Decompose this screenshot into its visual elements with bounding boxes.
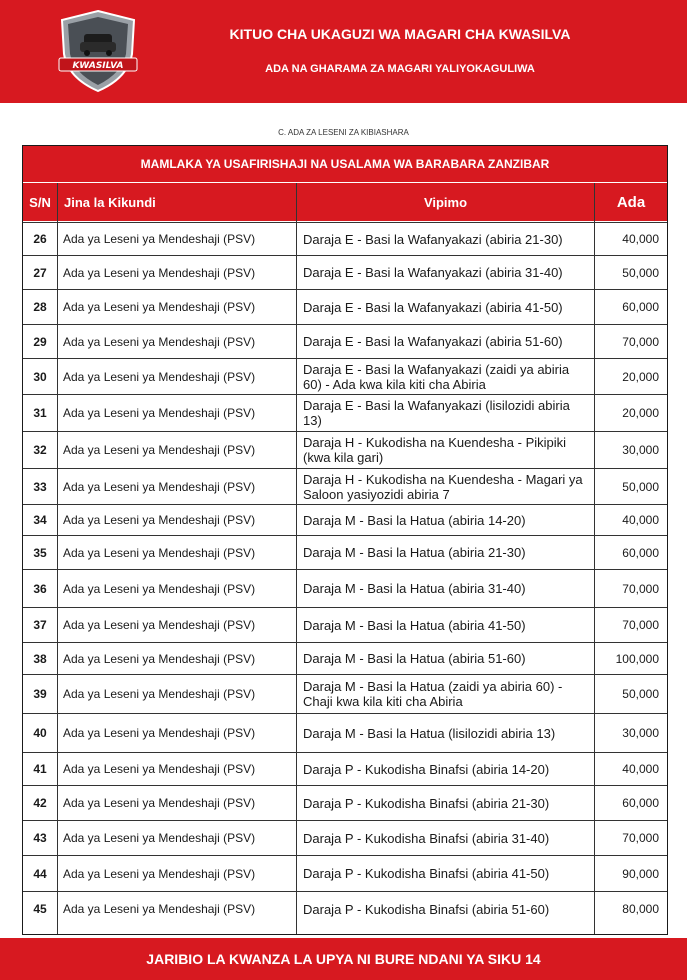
row-ada: 60,000 (622, 796, 659, 810)
row-vipimo: Daraja M - Basi la Hatua (abiria 41-50) (303, 617, 526, 633)
row-sn: 39 (33, 687, 47, 701)
row-name: Ada ya Leseni ya Mendeshaji (PSV) (63, 300, 256, 314)
row-sn: 45 (33, 902, 47, 916)
row-sn: 30 (33, 369, 47, 384)
column-header-name: Jina la Kikundi (58, 183, 296, 221)
row-ada: 50,000 (622, 265, 659, 280)
table-row (23, 324, 667, 358)
row-name: Ada ya Leseni ya Mendeshaji (PSV) (63, 651, 256, 666)
row-sn: 31 (33, 406, 47, 420)
row-name: Ada ya Leseni ya Mendeshaji (PSV) (63, 762, 256, 776)
table-row (23, 713, 667, 752)
row-vipimo: Daraja E - Basi la Wafanyakazi (abiria 51-60) (303, 334, 563, 349)
row-name: Ada ya Leseni ya Mendeshaji (PSV) (63, 687, 256, 701)
row-ada: 30,000 (622, 443, 659, 457)
row-sn: 35 (33, 545, 47, 560)
table-row (23, 674, 667, 713)
row-ada: 40,000 (622, 762, 659, 776)
row-vipimo: Daraja E - Basi la Wafanyakazi (lisilozidi abiria 13) (303, 398, 570, 428)
row-ada: 40,000 (622, 513, 659, 527)
row-ada: 70,000 (622, 581, 659, 596)
table-row (23, 289, 667, 324)
row-ada: 100,000 (615, 651, 659, 666)
table-row (23, 569, 667, 607)
row-name: Ada ya Leseni ya Mendeshaji (PSV) (63, 513, 256, 527)
svg-text:KWASILVA: KWASILVA (72, 61, 124, 71)
row-name: Ada ya Leseni ya Mendeshaji (PSV) (63, 545, 256, 560)
row-name: Ada ya Leseni ya Mendeshaji (PSV) (63, 369, 256, 384)
row-ada: 40,000 (622, 232, 659, 246)
row-vipimo: Daraja E - Basi la Wafanyakazi (abiria 21-30) (303, 231, 563, 247)
row-sn: 38 (33, 651, 47, 666)
row-ada: 50,000 (622, 479, 659, 494)
row-sn: 40 (33, 726, 47, 740)
column-header-sn: S/N (23, 183, 57, 221)
row-sn: 32 (33, 443, 47, 457)
row-ada: 70,000 (622, 334, 659, 349)
row-ada: 60,000 (622, 545, 659, 560)
row-name: Ada ya Leseni ya Mendeshaji (PSV) (63, 265, 256, 280)
table-row (23, 431, 667, 468)
table-row (23, 222, 667, 255)
row-sn: 36 (33, 581, 47, 596)
row-ada: 30,000 (622, 726, 659, 740)
row-vipimo: Daraja P - Kukodisha Binafsi (abiria 41-50) (303, 866, 550, 881)
row-vipimo: Daraja P - Kukodisha Binafsi (abiria 31-40) (303, 830, 550, 846)
row-name: Ada ya Leseni ya Mendeshaji (PSV) (63, 443, 256, 457)
row-vipimo: Daraja P - Kukodisha Binafsi (abiria 21-30) (303, 795, 550, 811)
row-name: Ada ya Leseni ya Mendeshaji (PSV) (63, 479, 256, 494)
row-sn: 37 (33, 618, 47, 632)
row-ada: 90,000 (622, 866, 659, 881)
kwasilva-logo (56, 8, 140, 94)
table-row (23, 855, 667, 891)
table-row (23, 358, 667, 394)
column-header-ada: Ada (595, 183, 667, 221)
row-ada: 20,000 (622, 369, 659, 384)
row-name: Ada ya Leseni ya Mendeshaji (PSV) (63, 902, 256, 916)
table-row (23, 820, 667, 855)
row-sn: 44 (33, 866, 47, 881)
column-header-vipimo: Vipimo (297, 183, 594, 221)
table-row (23, 891, 667, 926)
row-vipimo: Daraja M - Basi la Hatua (abiria 14-20) (303, 512, 526, 528)
row-vipimo: Daraja E - Basi la Wafanyakazi (abiria 41-50) (303, 299, 563, 315)
row-vipimo: Daraja M - Basi la Hatua (zaidi ya abiria 60) - Chaji kwa kila kiti cha Abiria (303, 679, 563, 709)
row-sn: 42 (33, 796, 47, 810)
row-sn: 34 (33, 513, 47, 527)
table-row (23, 468, 667, 504)
fees-table (22, 145, 668, 935)
row-name: Ada ya Leseni ya Mendeshaji (PSV) (63, 581, 256, 596)
table-row (23, 607, 667, 642)
table-row (23, 394, 667, 431)
row-vipimo: Daraja P - Kukodisha Binafsi (abiria 14-20) (303, 761, 550, 777)
row-name: Ada ya Leseni ya Mendeshaji (PSV) (63, 618, 256, 632)
row-sn: 26 (33, 232, 47, 246)
row-ada: 80,000 (622, 902, 659, 916)
table-row (23, 255, 667, 289)
page-header (0, 0, 687, 103)
row-ada: 50,000 (622, 687, 659, 701)
row-ada: 70,000 (622, 618, 659, 632)
row-vipimo: Daraja H - Kukodisha na Kuendesha - Magari ya Saloon yasiyozidi abiria 7 (303, 471, 583, 502)
row-vipimo: Daraja E - Basi la Wafanyakazi (zaidi ya abiria 60) - Ada kwa kila kiti cha Abiria (303, 361, 570, 392)
row-vipimo: Daraja M - Basi la Hatua (lisilozidi abiria 13) (303, 725, 556, 741)
row-name: Ada ya Leseni ya Mendeshaji (PSV) (63, 406, 256, 420)
row-sn: 27 (33, 265, 47, 280)
row-sn: 41 (33, 762, 47, 776)
row-ada: 60,000 (622, 300, 659, 314)
row-vipimo: Daraja E - Basi la Wafanyakazi (abiria 31-40) (303, 265, 563, 280)
page-subtitle: ADA NA GHARAMA ZA MAGARI YALIYOKAGULIWA (265, 63, 535, 75)
row-vipimo: Daraja M - Basi la Hatua (abiria 31-40) (303, 581, 526, 596)
row-sn: 33 (33, 479, 47, 494)
row-ada: 20,000 (622, 406, 659, 420)
row-sn: 28 (33, 300, 47, 314)
authority-heading: MAMLAKA YA USAFIRISHAJI NA USALAMA WA BARABARA ZANZIBAR (23, 146, 667, 182)
row-name: Ada ya Leseni ya Mendeshaji (PSV) (63, 334, 256, 349)
row-vipimo: Daraja M - Basi la Hatua (abiria 21-30) (303, 545, 526, 560)
footer-notice: JARIBIO LA KWANZA LA UPYA NI BURE NDANI YA SIKU 14 (0, 938, 687, 980)
table-row (23, 642, 667, 674)
section-label: C. ADA ZA LESENI ZA KIBIASHARA (278, 128, 409, 137)
row-name: Ada ya Leseni ya Mendeshaji (PSV) (63, 866, 256, 881)
row-ada: 70,000 (622, 831, 659, 845)
row-vipimo: Daraja M - Basi la Hatua (abiria 51-60) (303, 651, 526, 666)
row-vipimo: Daraja H - Kukodisha na Kuendesha - Pikipiki (kwa kila gari) (303, 435, 567, 465)
row-name: Ada ya Leseni ya Mendeshaji (PSV) (63, 796, 256, 810)
row-sn: 43 (33, 831, 47, 845)
page-title: KITUO CHA UKAGUZI WA MAGARI CHA KWASILVA (229, 26, 571, 42)
table-row (23, 785, 667, 820)
row-name: Ada ya Leseni ya Mendeshaji (PSV) (63, 831, 256, 845)
row-name: Ada ya Leseni ya Mendeshaji (PSV) (63, 232, 256, 246)
row-sn: 29 (33, 334, 47, 349)
table-row (23, 535, 667, 569)
row-name: Ada ya Leseni ya Mendeshaji (PSV) (63, 726, 256, 740)
row-vipimo: Daraja P - Kukodisha Binafsi (abiria 51-60) (303, 901, 550, 917)
table-row (23, 504, 667, 535)
table-row (23, 752, 667, 785)
